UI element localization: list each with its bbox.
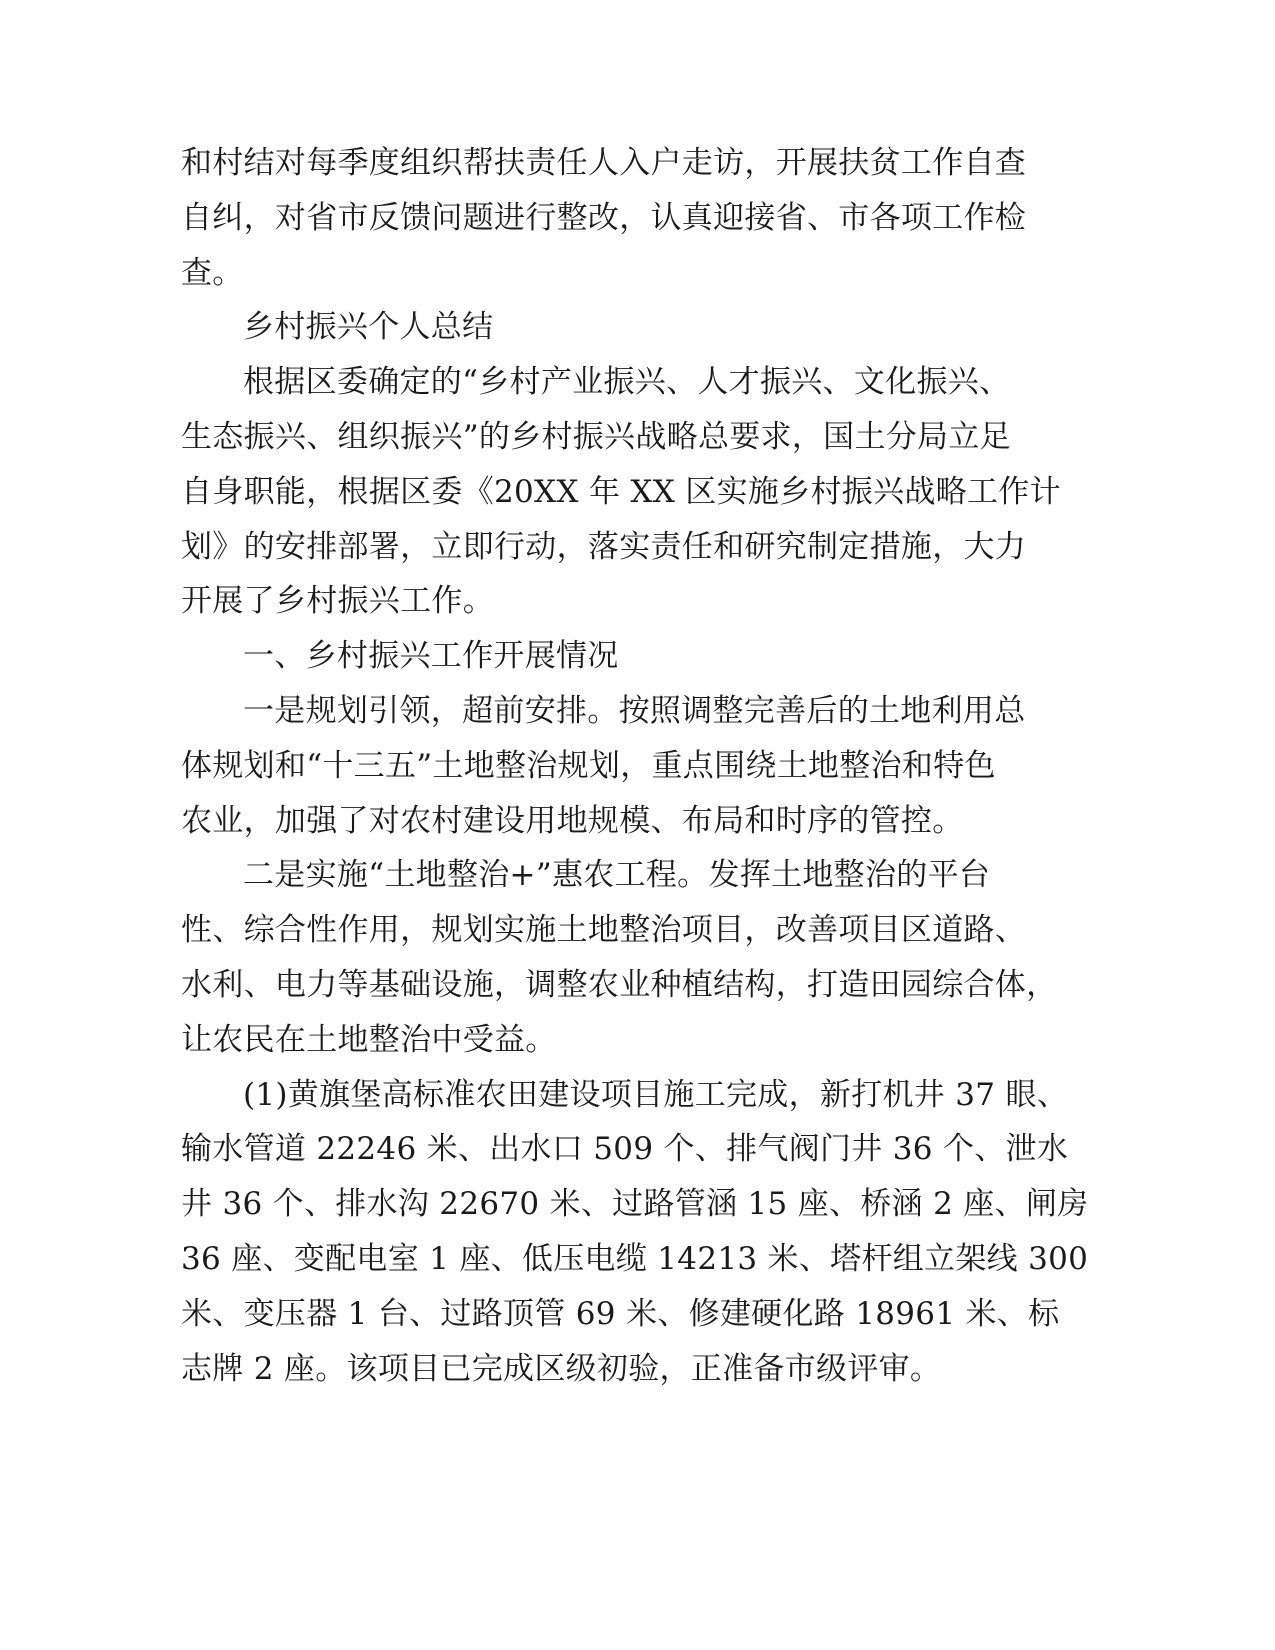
text-line: 查。 — [181, 254, 244, 291]
text-line: 划》的安排部署，立即行动，落实责任和研究制定措施，大力 — [181, 528, 1027, 565]
text-line: 根据区委确定的“乡村产业振兴、人才振兴、文化振兴、 — [243, 364, 1011, 401]
document-body — [181, 136, 1089, 1396]
text-line: 水利、电力等基础设施，调整农业种植结构，打造田园综合体， — [181, 966, 1058, 1003]
text-line: 自纠，对省市反馈问题进行整改，认真迎接省、市各项工作检 — [181, 199, 1027, 236]
text-line: 让农民在土地整治中受益。 — [181, 1021, 557, 1058]
text-line: 输水管道 22246 米、出水口 509 个、排气阀门井 36 个、泄水 — [181, 1131, 1069, 1168]
text-line: 农业，加强了对农村建设用地规模、布局和时序的管控。 — [181, 802, 964, 839]
text-line: 二是实施“土地整治+”惠农工程。发挥土地整治的平台 — [243, 857, 991, 894]
section-heading: 一、乡村振兴工作开展情况 — [243, 638, 619, 675]
text-line: 和村结对每季度组织帮扶责任人入户走访，开展扶贫工作自查 — [181, 145, 1027, 181]
text-line: 井 36 个、排水沟 22670 米、过路管涵 15 座、桥涵 2 座、闸房 — [181, 1186, 1089, 1223]
text-line: 性、综合性作用，规划实施土地整治项目，改善项目区道路、 — [181, 912, 1027, 949]
text-line: 开展了乡村振兴工作。 — [181, 583, 494, 620]
text-line: 自身职能，根据区委《20XX 年 XX 区实施乡村振兴战略工作计 — [181, 473, 1061, 510]
text-line: 志牌 2 座。该项目已完成区级初验，正准备市级评审。 — [181, 1350, 942, 1387]
section-title: 乡村振兴个人总结 — [243, 309, 494, 346]
text-line: 米、变压器 1 台、过路顶管 69 米、修建硬化路 18961 米、标 — [181, 1295, 1060, 1332]
text-line: 36 座、变配电室 1 座、低压电缆 14213 米、塔杆组立架线 300 — [181, 1240, 1089, 1277]
text-line: 一是规划引领，超前安排。按照调整完善后的土地利用总 — [243, 692, 1026, 729]
text-line: 体规划和“十三五”土地整治规划，重点围绕土地整治和特色 — [181, 747, 996, 784]
text-line: (1)黄旗堡高标准农田建设项目施工完成，新打机井 37 眼、 — [243, 1076, 1069, 1113]
text-line: 生态振兴、组织振兴”的乡村振兴战略总要求，国土分局立足 — [181, 418, 1011, 455]
